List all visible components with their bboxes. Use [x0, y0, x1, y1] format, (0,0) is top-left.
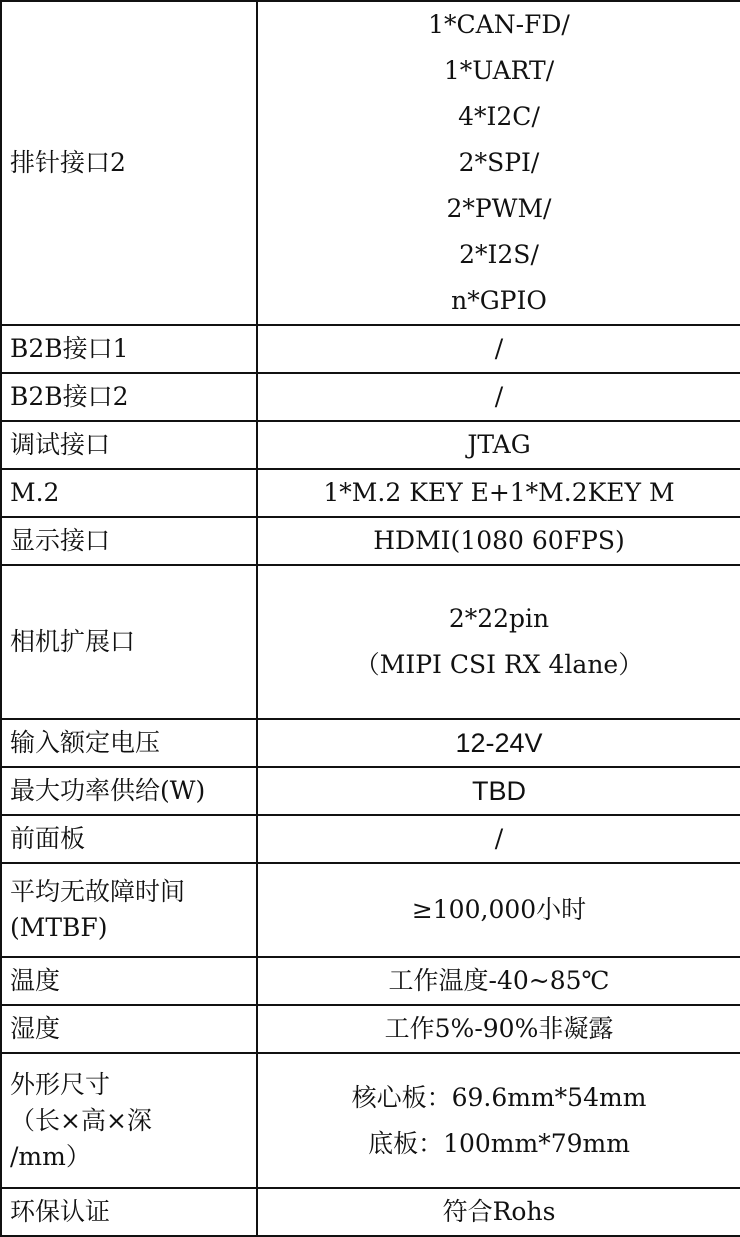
spec-label: 相机扩展口	[1, 565, 257, 719]
table-row	[1, 1005, 740, 1053]
spec-value: 1*CAN-FD/ 1*UART/ 4*I2C/ 2*SPI/ 2*PWM/ 2*I2S/ n*GPIO	[257, 1, 740, 325]
spec-value: /	[257, 373, 740, 421]
spec-label: 环保认证	[1, 1188, 257, 1236]
spec-label: M.2	[1, 469, 257, 517]
table-row	[1, 565, 740, 719]
spec-value: HDMI(1080 60FPS)	[257, 517, 740, 565]
table-row	[1, 863, 740, 957]
table-row	[1, 767, 740, 815]
spec-label: 外形尺寸 （长×高×深 /mm）	[1, 1053, 257, 1188]
table-row	[1, 517, 740, 565]
spec-label: 温度	[1, 957, 257, 1005]
spec-value: 符合Rohs	[257, 1188, 740, 1236]
spec-label: 排针接口2	[1, 1, 257, 325]
spec-value: JTAG	[257, 421, 740, 469]
table-row	[1, 325, 740, 373]
table-row	[1, 957, 740, 1005]
spec-label: B2B接口2	[1, 373, 257, 421]
table-row	[1, 719, 740, 767]
spec-label: 湿度	[1, 1005, 257, 1053]
table-row	[1, 373, 740, 421]
spec-label: 最大功率供给(W)	[1, 767, 257, 815]
spec-value: 工作5%-90%非凝露	[257, 1005, 740, 1053]
table-row	[1, 469, 740, 517]
spec-label: 前面板	[1, 815, 257, 863]
spec-label: 输入额定电压	[1, 719, 257, 767]
spec-label: 调试接口	[1, 421, 257, 469]
spec-value: 工作温度-40~85℃	[257, 957, 740, 1005]
table-row	[1, 1, 740, 325]
table-row	[1, 1053, 740, 1188]
spec-value: /	[257, 325, 740, 373]
table-row	[1, 421, 740, 469]
spec-value: 2*22pin （MIPI CSI RX 4lane）	[257, 565, 740, 719]
table-row	[1, 815, 740, 863]
spec-value: 12-24V	[257, 719, 740, 767]
spec-value: 1*M.2 KEY E+1*M.2KEY M	[257, 469, 740, 517]
spec-label: 显示接口	[1, 517, 257, 565]
table-row	[1, 1188, 740, 1236]
spec-value: 核心板：69.6mm*54mm 底板：100mm*79mm	[257, 1053, 740, 1188]
spec-label: B2B接口1	[1, 325, 257, 373]
spec-label: 平均无故障时间 (MTBF)	[1, 863, 257, 957]
spec-value: ≥100,000小时	[257, 863, 740, 957]
spec-value: TBD	[257, 767, 740, 815]
spec-value: /	[257, 815, 740, 863]
